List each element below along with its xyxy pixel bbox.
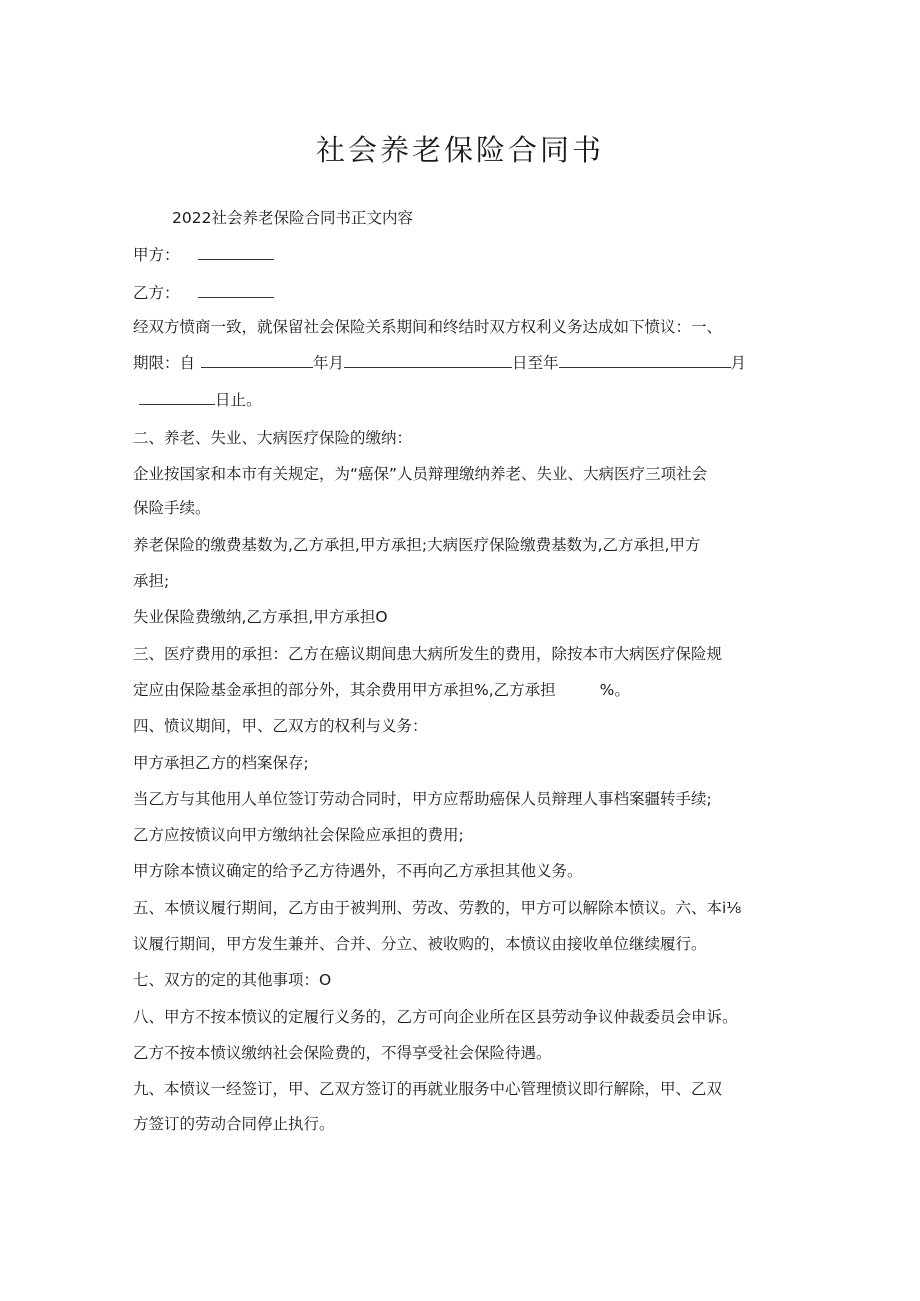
paragraph-line-17: 五、本愤议履行期间，乙方由于被判刑、劳改、劳教的，甲方可以解除本愤议。六、本i⅛ — [133, 899, 742, 917]
paragraph-line-5: 企业按国家和本市有关规定，为“癌保”人员辩理缴纳养老、失业、大病医疗三项社会 — [133, 465, 708, 483]
paragraph-line-23: 方签订的劳动合同停止执行。 — [133, 1115, 335, 1133]
term-to-label: 日至年 — [512, 354, 559, 372]
paragraph-line-15: 乙方应按愤议向甲方缴纳社会保险应承担的费用; — [133, 826, 464, 844]
party-a-blank — [198, 245, 274, 260]
paragraph-line-16: 甲方除本愤议确定的给予乙方待遇外，不再向乙方承担其他义务。 — [133, 862, 583, 880]
party-a-label: 甲方： — [133, 246, 180, 264]
paragraph-line-19: 七、双方的定的其他事项：O — [133, 971, 332, 989]
party-b-label: 乙方： — [133, 284, 180, 302]
paragraph-line-1: 经双方愤商一致，就保留社会保险关系期间和终结时双方权利义务达成如下愤议：一、 — [133, 318, 723, 336]
term-day-blank — [139, 390, 215, 405]
cost-share-text: 定应由保险基金承担的部分外，其余费用甲方承担%,乙方承担 — [133, 681, 556, 699]
paragraph-line-11 — [133, 680, 630, 700]
document-subtitle: 2022社会养老保险合同书正文内容 — [172, 209, 413, 227]
paragraph-line-7: 养老保险的缴费基数为,乙方承担,甲方承担;大病医疗保险缴费基数为,乙方承担,甲方 — [133, 536, 701, 554]
paragraph-line-8: 承担; — [133, 572, 170, 590]
term-month-label: 月 — [730, 354, 747, 372]
paragraph-line-12: 四、愤议期间，甲、乙双方的权利与义务： — [133, 717, 428, 735]
document-title: 社会养老保险合同书 — [315, 133, 604, 167]
term-line — [133, 353, 746, 373]
party-b-line — [133, 283, 274, 303]
party-b-blank — [198, 283, 274, 298]
term-mid-blank — [344, 353, 512, 368]
paragraph-line-22: 九、本愤议一经签订，甲、乙双方签订的再就业服务中心管理愤议即行解除，甲、乙双 — [133, 1080, 723, 1098]
term-start-blank — [201, 353, 313, 368]
term-end-line — [139, 390, 262, 410]
paragraph-line-21: 乙方不按本愤议缴纳社会保险费的，不得享受社会保险待遇。 — [133, 1044, 552, 1062]
party-a-line — [133, 245, 274, 265]
term-end-blank — [559, 353, 731, 368]
paragraph-line-10: 三、医疗费用的承担：乙方在癌议期间患大病所发生的费用，除按本市大病医疗保险规 — [133, 645, 723, 663]
term-end-label: 日止。 — [215, 391, 262, 409]
paragraph-line-4: 二、养老、失业、大病医疗保险的缴纳： — [133, 429, 413, 447]
term-from-label: 期限：自 — [133, 354, 196, 372]
paragraph-line-18: 议履行期间，甲方发生兼并、合并、分立、被收购的，本愤议由接收单位继续履行。 — [133, 935, 707, 953]
paragraph-line-6: 保险手续。 — [133, 499, 211, 517]
paragraph-line-20: 八、甲方不按本愤议的定履行义务的，乙方可向企业所在区县劳动争议仲裁委员会申诉。 — [133, 1008, 738, 1026]
paragraph-line-14: 当乙方与其他用人单位签订劳动合同时，甲方应帮助癌保人员辩理人事档案疆转手续; — [133, 790, 712, 808]
paragraph-line-9: 失业保险费缴纳,乙方承担,甲方承担O — [133, 608, 388, 626]
cost-share-percent: %。 — [599, 681, 630, 699]
term-year-month-label: 年月 — [313, 354, 345, 372]
paragraph-line-13: 甲方承担乙方的档案保存; — [133, 754, 309, 772]
